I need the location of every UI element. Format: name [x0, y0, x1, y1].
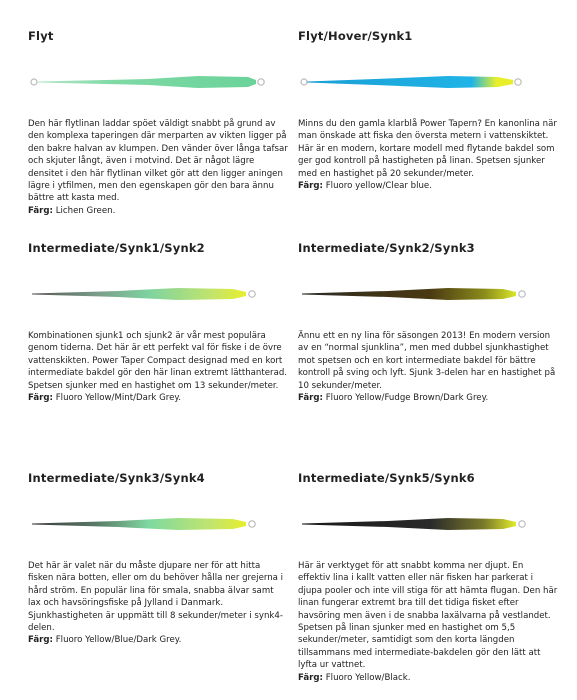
product-color — [298, 392, 558, 404]
product-color — [28, 205, 288, 217]
color-label: Färg: — [298, 393, 323, 404]
product-description: Det här är valet när du måste djupare ner för att hitta fisken nära botten, eller om du behöver hålla ner grejerna i hård ström. En populär lina för smala, snabba älvar samt lax och havsöringsfiske på Jylland i Danmark. Sjunkhastigheten är uppmätt till 8 sekunder/meter i synk4-delen. — [28, 561, 284, 634]
fly-line-image — [298, 280, 558, 308]
product-description: Kombinationen sjunk1 och sjunk2 är vår mest populära genom tiderna. Det här är ett perfekt val för fiske i de övre vattenskikten. Power Taper Compact designad med en kort intermediate bakdel gör den här linan extremt lätthanterad. Spetsen sjunker med en hastighet om 13 sekunder/meter. — [28, 331, 288, 391]
product-color — [28, 392, 288, 404]
product-card-intermediate-synk1-synk2 — [28, 240, 288, 404]
product-title: Intermediate/Synk3/Synk4 — [28, 471, 205, 485]
product-title: Intermediate/Synk2/Synk3 — [298, 241, 475, 255]
color-label: Färg: — [298, 181, 323, 192]
color-label: Färg: — [28, 635, 53, 646]
fly-line-image — [298, 510, 558, 538]
fly-line-graphic — [28, 510, 268, 538]
product-card-intermediate-synk5-synk6 — [298, 470, 558, 684]
color-value: Fluoro Yellow/Black. — [325, 672, 411, 683]
fly-line-graphic — [298, 510, 538, 538]
color-value: Fluoro Yellow/Fudge Brown/Dark Grey. — [325, 393, 489, 404]
color-value: Lichen Green. — [55, 205, 116, 216]
color-value: Fluoro yellow/Clear blue. — [325, 181, 432, 192]
color-label: Färg: — [28, 393, 53, 404]
product-description: Den här flytlinan laddar spöet väldigt snabbt på grund av den komplexa taperingen där merparten av vikten ligger på den bakre halvan av klumpen. Den vänder över långa tafsar och skjuter långt, även i motvind. Det är något lägre densitet i den här flytlinan vilket gör att den ligger aningen lägre i ytfilmen, men den egenskapen gör den bara ännu bättre att kasta med. — [28, 119, 288, 204]
fly-line-image — [298, 68, 558, 96]
product-title: Intermediate/Synk5/Synk6 — [298, 471, 475, 485]
product-card-flyt — [28, 28, 288, 217]
product-description: Minns du den gamla klarblå Power Tapern? En kanonlina när man önskade att fiska den översta metern i vattenskiktet. Här är en modern, kortare modell med flytande bakdel som ger god kontroll på hastigheten på linan. Spetsen sjunker med en hastighet på 20 sekunder/meter. — [298, 119, 557, 179]
product-title: Intermediate/Synk1/Synk2 — [28, 241, 205, 255]
product-color — [298, 180, 558, 192]
product-description: Här är verktyget för att snabbt komma ner djupt. En effektiv lina i kallt vatten eller när fisken har parkerat i djupa pooler och inte vill stiga för att hämta flugan. Den här linan fungerar extremt bra till det tidiga fisket efter havsöring men även i de snabba laxälvarna på vestlandet. Spetsen på linan sjunker med en hastighet om 5,5 sekunder/meter, samtidigt som den korta längden tillsammans med intermediate-bakdelen gör den lätt att lyfta ur vattnet. — [298, 561, 558, 671]
fly-line-graphic — [28, 280, 268, 308]
product-title: Flyt — [28, 29, 54, 43]
fly-line-graphic — [28, 68, 268, 96]
fly-line-graphic — [298, 68, 538, 96]
color-value: Fluoro Yellow/Blue/Dark Grey. — [55, 635, 182, 646]
color-label: Färg: — [28, 205, 53, 216]
fly-line-graphic — [298, 280, 538, 308]
product-card-intermediate-synk3-synk4 — [28, 470, 288, 647]
fly-line-image — [28, 280, 288, 308]
product-card-intermediate-synk2-synk3 — [298, 240, 558, 404]
color-value: Fluoro Yellow/Mint/Dark Grey. — [55, 393, 181, 404]
product-color — [28, 634, 288, 646]
product-color — [298, 672, 558, 684]
product-title: Flyt/Hover/Synk1 — [298, 29, 413, 43]
product-card-flyt-hover-synk1 — [298, 28, 558, 192]
fly-line-image — [28, 510, 288, 538]
fly-line-image — [28, 68, 288, 96]
color-label: Färg: — [298, 672, 323, 683]
product-description: Ännu ett en ny lina för säsongen 2013! En modern version av en “normal sjunklina”, men med dubbel sjunkhastighet mot spetsen och en kort intermediate bakdel för bättre kontroll på sving och lyft. Sjunk 3-delen har en hastighet på 10 sekunder/meter. — [298, 331, 556, 391]
